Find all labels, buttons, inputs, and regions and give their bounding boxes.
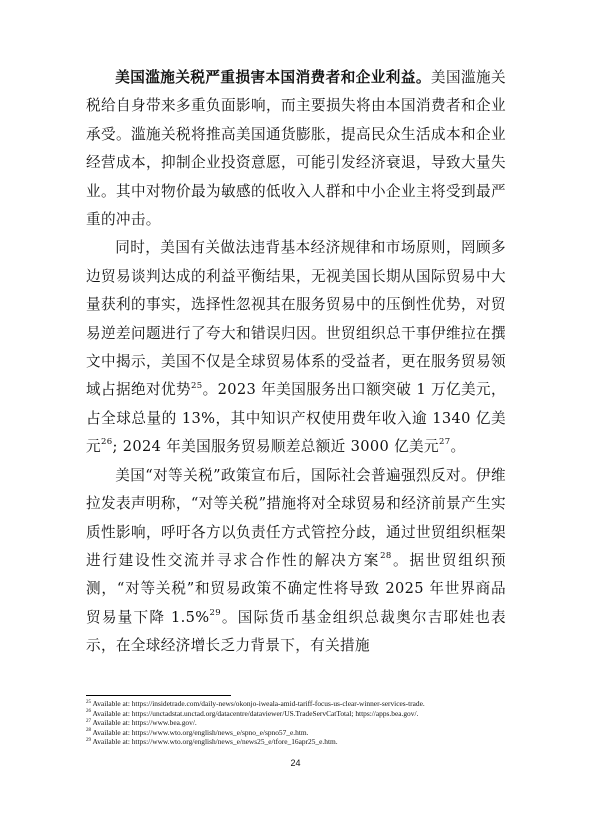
- footnote-text[interactable]: Available at: https://www.wto.org/english/news_e/spno_e/spno57_e.htm.: [92, 727, 309, 737]
- footnote-ref-27[interactable]: 27: [438, 437, 451, 448]
- footnotes: [86, 699, 516, 747]
- paragraph-1: [86, 64, 506, 234]
- footnote-ref-29[interactable]: 29: [209, 607, 222, 618]
- body-text: [86, 64, 506, 661]
- paragraph-3: [86, 462, 506, 661]
- footnote-text[interactable]: Available at: https://insidetrade.com/daily-news/okonjo-iweala-amid-tariff-focus-us-clear-winner-services-trade.: [92, 699, 425, 708]
- footnote-number: 29: [86, 737, 91, 743]
- footnote-text[interactable]: Available at: https://www.bea.gov/.: [92, 718, 197, 728]
- paragraph-1-text: 美国滥施关税给自身带来多重负面影响，而主要损失将由本国消费者和企业承受。滥施关税将推高美国通货膨胀，提高民众生活成本和企业经营成本，抑制企业投资意愿，可能引发经济衰退，导致大量失业。其中对物价最为敏感的低收入人群和中小企业主将受到最严重的冲击。: [86, 69, 506, 229]
- paragraph-2: [86, 234, 506, 461]
- footnote-number: 27: [86, 718, 91, 724]
- paragraph-2-text-d: 。: [450, 438, 466, 456]
- page-number: 24: [290, 758, 301, 768]
- footnote-number: 26: [86, 709, 91, 715]
- footnote-ref-25[interactable]: 25: [191, 380, 203, 391]
- paragraph-3-text-c: 。国际货币基金组织总裁奥尔吉耶娃也表示，在全球经济增长乏力背景下，有关措施: [86, 608, 506, 655]
- footnote-27: [86, 718, 516, 728]
- footnote-ref-26[interactable]: 26: [100, 437, 113, 448]
- paragraph-2-text-a: 同时，美国有关做法违背基本经济规律和市场原则，罔顾多边贸易谈判达成的利益平衡结果，无视美国长期从国际贸易中大量获利的事实，选择性忽视其在服务贸易中的压倒性优势，对贸易逆差问题进行了夸大和错误归因。世贸组织总干事伊维拉在撰文中揭示，美国不仅是全球贸易体系的受益者，更在服务贸易领域占据绝对优势: [86, 239, 506, 399]
- footnote-25: [86, 699, 516, 709]
- paragraph-2-text-b: 。2023 年美国服务出口额突破 1 万亿美元，占全球总量的 13%，其中知识产权使用费年收入逾 1340 亿美元: [86, 381, 506, 456]
- footnote-26: [86, 709, 516, 719]
- footnote-29: [86, 737, 516, 747]
- footnote-28: [86, 728, 516, 738]
- footnote-ref-28[interactable]: 28: [380, 551, 392, 562]
- paragraph-3-text-b: 。据世贸组织预测，“对等关税”和贸易政策不确定性将导致 2025 年世界商品贸易量下降 1.5%: [86, 551, 506, 626]
- footnote-text[interactable]: Available at: https://unctadstat.unctad.org/datacentre/dataviewer/US.TradeServCatTotal; https://apps.bea.gov/.: [92, 708, 419, 718]
- footnote-number: 28: [86, 728, 91, 734]
- footnote-text[interactable]: Available at: https://www.wto.org/english/news_e/news25_e/tfore_16apr25_e.htm.: [92, 737, 338, 747]
- paragraph-2-text-c: ; 2024 年美国服务贸易顺差总额近 3000 亿美元: [112, 438, 439, 456]
- paragraph-1-lead: 美国滥施关税严重损害本国消费者和企业利益。: [115, 69, 431, 86]
- paragraph-3-text-a: 美国“对等关税”政策宣布后，国际社会普遍强烈反对。伊维拉发表声明称，“对等关税”措施将对全球贸易和经济前景产生实质性影响，呼吁各方以负责任方式管控分歧，通过世贸组织框架进行建设性交流并寻求合作性的解决方案: [86, 466, 506, 569]
- footnote-separator: [86, 695, 231, 696]
- footnote-number: 25: [86, 699, 91, 705]
